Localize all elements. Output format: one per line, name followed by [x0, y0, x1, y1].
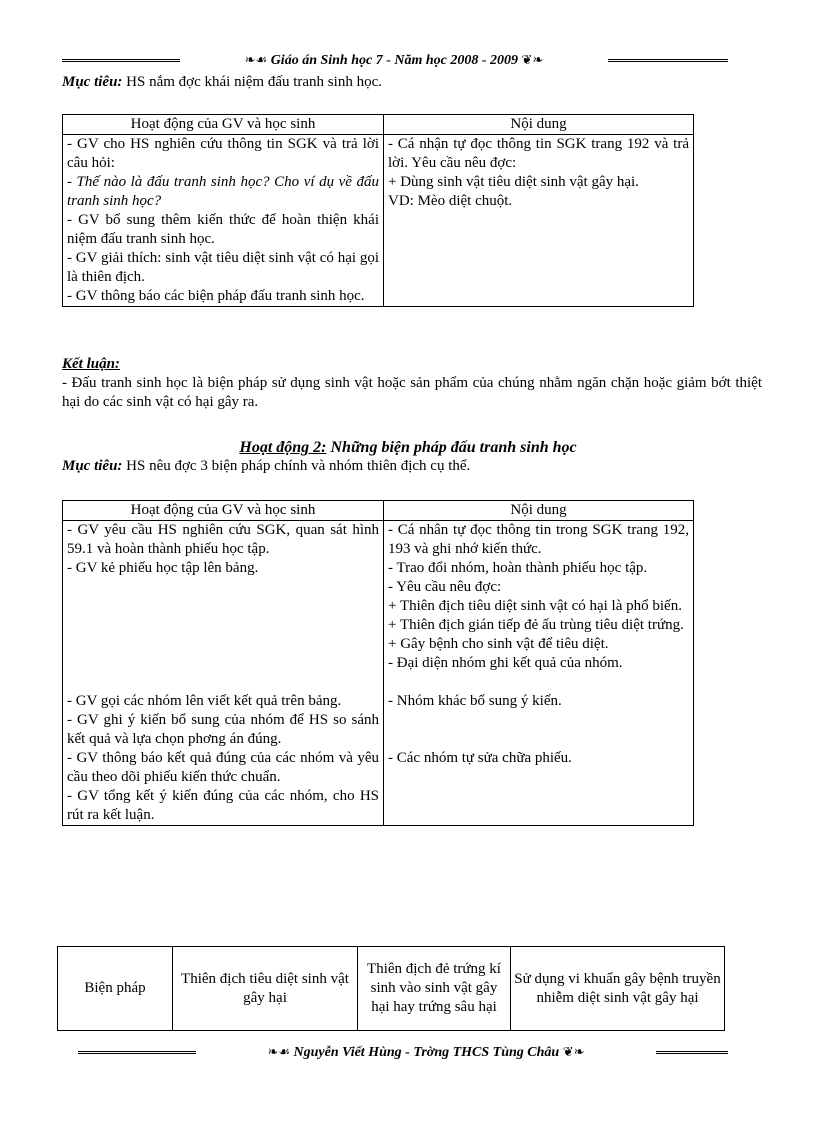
table2-right-line: + Thiên địch tiêu diệt sinh vật có hại là phổ biến.	[388, 598, 682, 614]
table2-right-line: + Gây bệnh cho sinh vật để tiêu diệt.	[388, 636, 609, 652]
table1-left-line: - GV giải thích: sinh vật tiêu diệt sinh vật có hại gọi là thiên địch.	[67, 250, 379, 285]
footer-rule-right	[656, 1051, 728, 1054]
table2-left-line: - GV ghi ý kiến bổ sung của nhóm để HS so sánh kết quả và lựa chọn phơng án đúng.	[67, 712, 379, 747]
table1-header-content: Nội dung	[384, 115, 694, 135]
measures-cell: Sử dụng vi khuẩn gây bệnh truyền nhiễm diệt sinh vật gây hại	[511, 947, 725, 1031]
header-title	[180, 50, 608, 70]
table2-left-line: - GV yêu cầu HS nghiên cứu SGK, quan sát hình 59.1 và hoàn thành phiếu học tập.	[67, 522, 379, 557]
page-header	[62, 50, 728, 74]
header-rule-left	[62, 59, 180, 62]
table2-right-line: - Nhóm khác bổ sung ý kiến.	[388, 693, 562, 709]
table2-right-line: + Thiên địch gián tiếp đẻ ấu trùng tiêu diệt trứng.	[388, 617, 684, 633]
measures-cell-label: Biện pháp	[58, 947, 173, 1031]
table1-left-question: - Thế nào là đấu tranh sinh học? Cho ví dụ về đấu tranh sinh học?	[67, 174, 379, 209]
table2-right-line: - Yêu cầu nêu đợc:	[388, 579, 502, 595]
table2-left-line: - GV tổng kết ý kiến đúng của các nhóm, cho HS rút ra kết luận.	[67, 788, 379, 823]
table1-activity-cell	[63, 135, 384, 307]
table1-right-line: - Cá nhận tự đọc thông tin SGK trang 192 và trả lời. Yêu cầu nêu đợc:	[388, 136, 689, 171]
footer-text	[196, 1042, 656, 1062]
ornament-right-icon: ❦❧	[521, 52, 544, 67]
page-footer	[78, 1042, 728, 1066]
footer-rule-left	[78, 1051, 196, 1054]
table2-header-content: Nội dung	[384, 501, 694, 521]
objective-1-text: HS nắm đợc khái niệm đấu tranh sinh học.	[126, 74, 382, 90]
table2-content-cell	[384, 521, 694, 826]
table2-activity-cell	[63, 521, 384, 826]
objective-2-text: HS nêu đợc 3 biện pháp chính và nhóm thiên địch cụ thể.	[126, 458, 471, 474]
activity-2-title-text: Những biện pháp đấu tranh sinh học	[326, 439, 577, 456]
table1-left-line: - GV thông báo các biện pháp đấu tranh sinh học.	[67, 288, 365, 304]
objective-1-label: Mục tiêu:	[62, 74, 123, 90]
table1-content-cell	[384, 135, 694, 307]
activity-2-title	[0, 438, 816, 457]
table1-header-activity: Hoạt động của GV và học sinh	[63, 115, 384, 135]
table2-left-line: - GV thông báo kết quả đúng của các nhóm và yêu cầu theo dõi phiếu kiến thức chuẩn.	[67, 750, 379, 785]
table1-right-line: + Dùng sinh vật tiêu diệt sinh vật gây hại.	[388, 174, 639, 190]
footer-author: Nguyễn Viết Hùng - Trờng THCS Tùng Châu	[293, 1045, 560, 1060]
table1-right-line: VD: Mèo diệt chuột.	[388, 193, 513, 209]
conclusion-label: Kết luận:	[62, 356, 120, 372]
table2-right-line: - Đại diện nhóm ghi kết quả của nhóm.	[388, 655, 623, 671]
objective-1	[62, 73, 382, 92]
measures-table	[57, 946, 725, 1031]
conclusion-text: - Đấu tranh sinh học là biện pháp sử dụng sinh vật hoặc sản phẩm của chúng nhằm ngăn chặn hoặc giảm bớt thiệt hại do các sinh vật có hại gây ra.	[62, 375, 762, 410]
table2-right-line: - Cá nhân tự đọc thông tin trong SGK trang 192, 193 và ghi nhớ kiến thức.	[388, 522, 689, 557]
ornament-right-icon: ❦❧	[562, 1044, 585, 1059]
table1-left-line: - GV bổ sung thêm kiến thức để hoàn thiện khái niệm đấu tranh sinh học.	[67, 212, 379, 247]
table2-left-line: - GV gọi các nhóm lên viết kết quả trên bảng.	[67, 693, 342, 709]
table2-right-line: - Trao đổi nhóm, hoàn thành phiếu học tập.	[388, 560, 648, 576]
table2-header-activity: Hoạt động của GV và học sinh	[63, 501, 384, 521]
measures-cell: Thiên địch đẻ trứng kí sinh vào sinh vật gây hại hay trứng sâu hại	[358, 947, 511, 1031]
objective-2-label: Mục tiêu:	[62, 458, 123, 474]
measures-cell: Thiên địch tiêu diệt sinh vật gây hại	[173, 947, 358, 1031]
objective-2	[62, 457, 470, 476]
ornament-left-icon: ❧☙	[267, 1044, 291, 1059]
ornament-left-icon: ❧☙	[244, 52, 268, 67]
conclusion-block	[62, 355, 762, 412]
table2-left-line: - GV kẻ phiếu học tập lên bảng.	[67, 560, 259, 576]
table2-right-line: - Các nhóm tự sửa chữa phiếu.	[388, 750, 572, 766]
activity-table-1	[62, 114, 694, 307]
activity-2-title-label: Hoạt động 2:	[239, 439, 327, 456]
table1-left-line: - GV cho HS nghiên cứu thông tin SGK và trả lời câu hỏi:	[67, 136, 379, 171]
header-rule-right	[608, 59, 728, 62]
header-title-text: Giáo án Sinh học 7 - Năm học 2008 - 2009	[270, 53, 519, 68]
activity-table-2	[62, 500, 694, 826]
